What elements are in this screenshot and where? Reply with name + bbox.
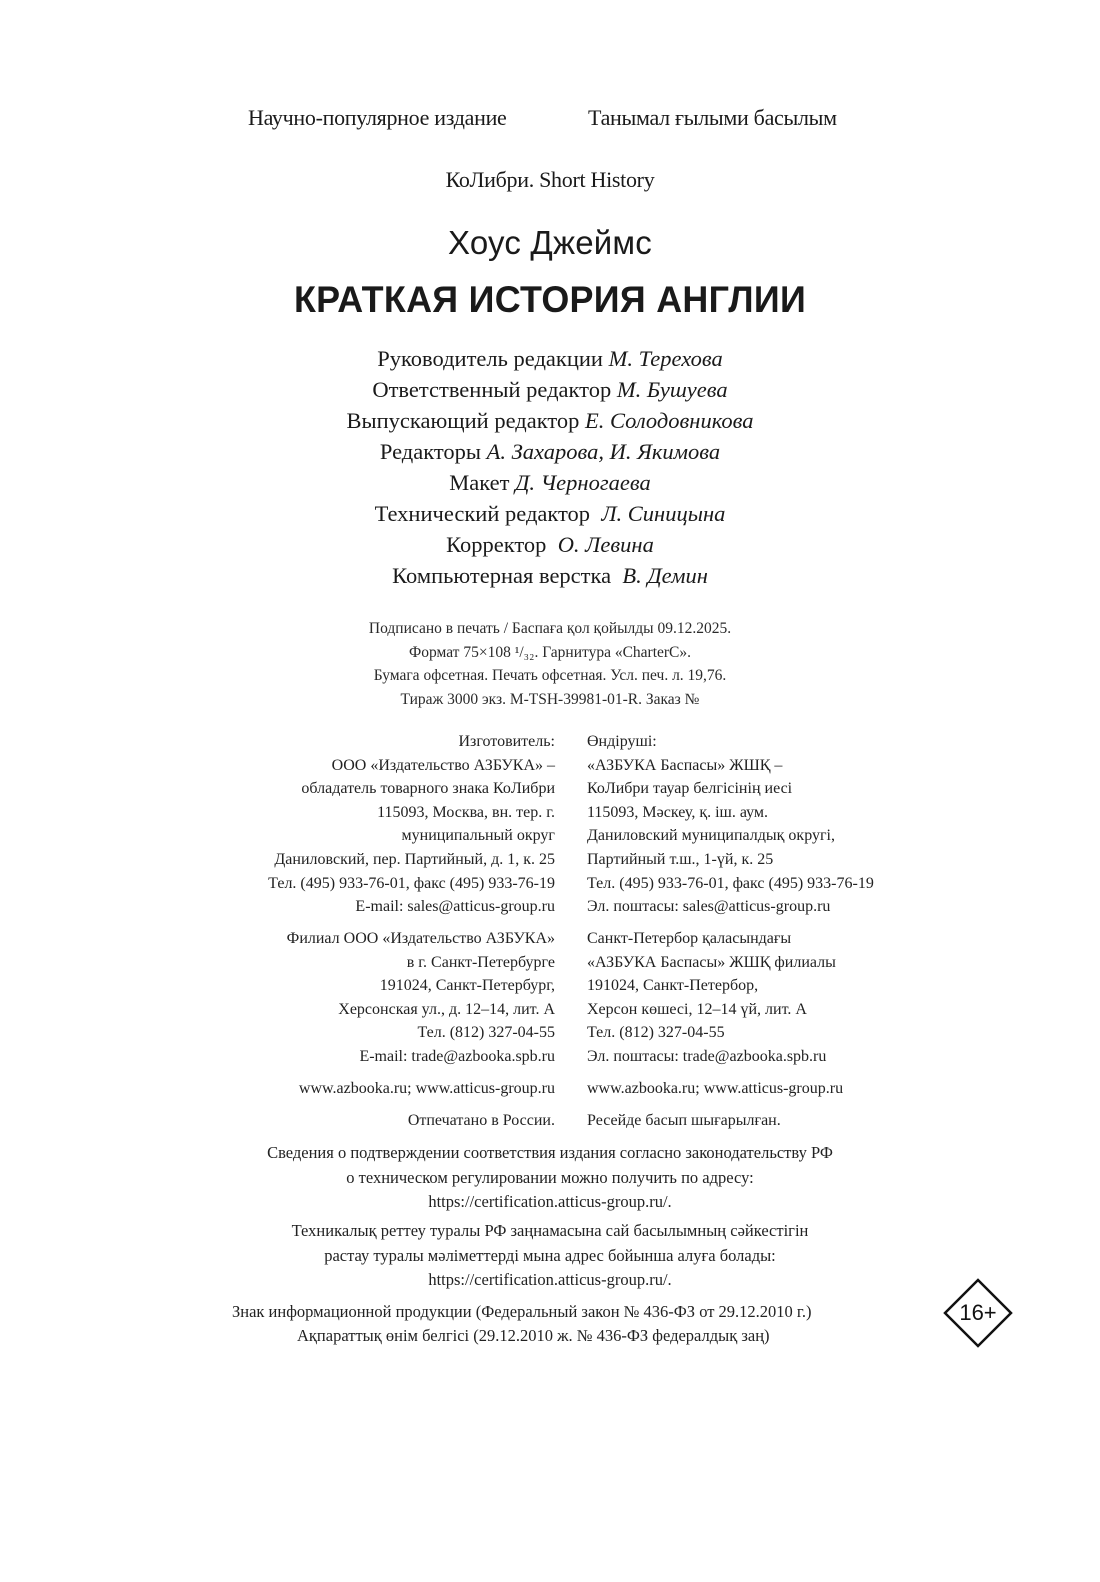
manufacturer-kz-line: «АЗБУКА Баспасы» ЖШҚ – xyxy=(587,756,783,774)
branch-kz-line: 191024, Санкт-Петербор, xyxy=(587,977,759,995)
imprint-block xyxy=(0,617,1100,711)
manufacturer-kz-line: Даниловский муниципалдық округі, xyxy=(587,827,835,845)
branch-kz-line: Санкт-Петербор қаласындағы xyxy=(587,930,792,947)
manufacturer-kz-line: КоЛибри тауар белгісінің иесі xyxy=(587,780,793,798)
manufacturer-ru-line: Тел. (495) 933-76-01, факс (495) 933-76-19 xyxy=(268,874,555,892)
credit-row: Руководитель редакции М. Терехова xyxy=(377,346,723,371)
branch-kz-line: Тел. (812) 327-04-55 xyxy=(587,1024,725,1042)
manufacturer-ru-line: муниципальный округ xyxy=(401,827,555,845)
manufacturer-kz-line: Партийный т.ш., 1-үй, к. 25 xyxy=(587,850,774,868)
manufacturer-kz-line: Өндіруші: xyxy=(587,733,657,750)
imprint-line: Формат 75×108 ¹/₃₂. Гарнитура «CharterC». xyxy=(408,643,692,661)
imprint-line: Тираж 3000 экз. M-TSH-39981-01-R. Заказ № xyxy=(400,690,700,708)
certification-ru-line: о техническом регулировании можно получить по адресу: xyxy=(346,1167,754,1187)
branch-ru-line: Филиал ООО «Издательство АЗБУКА» xyxy=(286,930,555,947)
credit-row: Ответственный редактор М. Бушуева xyxy=(372,377,728,402)
info-mark-ru: Знак информационной продукции (Федеральный закон № 436-ФЗ от 29.12.2010 г.) xyxy=(232,1302,812,1321)
info-mark-kz: Ақпараттық өнім белгісі (29.12.2010 ж. № 436-ФЗ федералдық заң) xyxy=(297,1326,770,1345)
certification-kz-line: Техникалық реттеу туралы РФ заңнамасына сай басылымның сәйкестігін xyxy=(291,1221,809,1240)
manufacturer-ru-email[interactable]: E-mail: sales@atticus-group.ru xyxy=(355,898,555,916)
branch-kz-line: «АЗБУКА Баспасы» ЖШҚ филиалы xyxy=(587,953,836,971)
imprint-line: Бумага офсетная. Печать офсетная. Усл. печ. л. 19,76. xyxy=(373,667,727,684)
imprint-line: Подписано в печать / Баспаға қол қойылды 09.12.2025. xyxy=(368,620,732,637)
manufacturer-ru-line: 115093, Москва, вн. тер. г. xyxy=(377,803,555,821)
certification-kz-line: растау туралы мәліметтерді мына адрес бойынша алуға болады: xyxy=(324,1245,776,1265)
printed-in-kz: Ресейде басып шығарылған. xyxy=(587,1112,781,1129)
edition-type-ru: Научно-популярное издание xyxy=(248,105,507,130)
manufacturer-kz-line: Тел. (495) 933-76-01, факс (495) 933-76-19 xyxy=(587,874,874,892)
manufacturer-ru-line: ООО «Издательство АЗБУКА» – xyxy=(331,756,555,774)
branch-ru-line: в г. Санкт-Петербурге xyxy=(406,953,555,971)
credit-row: Корректор О. Левина xyxy=(446,532,654,557)
certification-ru-line: Сведения о подтверждении соответствия издания согласно законодательству РФ xyxy=(267,1143,833,1162)
branch-ru xyxy=(287,927,555,1069)
branch-ru-line: Тел. (812) 327-04-55 xyxy=(417,1024,555,1042)
printed-in-ru: Отпечатано в России. xyxy=(407,1112,555,1129)
credit-row: Макет Д. Черногаева xyxy=(449,470,651,495)
series-name: КоЛибри. Short History xyxy=(445,167,655,192)
websites-ru[interactable]: www.azbooka.ru; www.atticus-group.ru xyxy=(298,1080,555,1097)
age-rating-badge xyxy=(943,1278,1013,1348)
credit-row: Компьютерная верстка В. Демин xyxy=(392,563,708,588)
manufacturer-ru-line: Даниловский, пер. Партийный, д. 1, к. 25 xyxy=(274,850,555,868)
edition-type-kz: Танымал ғылыми басылым xyxy=(588,105,837,130)
certification-ru xyxy=(0,1141,1100,1215)
manufacturer-kz-email[interactable]: Эл. поштасы: sales@atticus-group.ru xyxy=(587,898,831,916)
branch-ru-email[interactable]: E-mail: trade@azbooka.spb.ru xyxy=(359,1047,555,1065)
manufacturer-ru xyxy=(268,730,555,919)
branch-kz-email[interactable]: Эл. поштасы: trade@azbooka.spb.ru xyxy=(587,1047,827,1065)
branch-kz xyxy=(587,927,836,1069)
certification-url[interactable]: https://certification.atticus-group.ru/. xyxy=(428,1270,672,1289)
credit-row: Технический редактор Л. Синицына xyxy=(374,501,726,526)
manufacturer-ru-line: Изготовитель: xyxy=(458,733,555,750)
age-rating-label: 16+ xyxy=(959,1300,997,1325)
certification-url[interactable]: https://certification.atticus-group.ru/. xyxy=(428,1192,672,1211)
manufacturer-ru-line: обладатель товарного знака КоЛибри xyxy=(301,780,555,798)
websites-kz[interactable]: www.azbooka.ru; www.atticus-group.ru xyxy=(587,1080,844,1097)
certification-kz xyxy=(0,1219,1100,1293)
manufacturer-kz xyxy=(587,730,874,919)
branch-ru-line: Херсонская ул., д. 12–14, лит. А xyxy=(338,1000,555,1018)
branch-kz-line: Херсон көшесі, 12–14 үй, лит. А xyxy=(587,1000,807,1018)
book-title: КРАТКАЯ ИСТОРИЯ АНГЛИИ xyxy=(293,279,807,320)
credit-row: Выпускающий редактор Е. Солодовникова xyxy=(346,408,754,433)
credit-row: Редакторы А. Захарова, И. Якимова xyxy=(379,439,721,464)
branch-ru-line: 191024, Санкт-Петербург, xyxy=(379,977,555,995)
book-author: Хоус Джеймс xyxy=(447,224,653,261)
manufacturer-kz-line: 115093, Мәскеу, қ. іш. аум. xyxy=(587,803,769,821)
editorial-credits xyxy=(0,343,1100,591)
